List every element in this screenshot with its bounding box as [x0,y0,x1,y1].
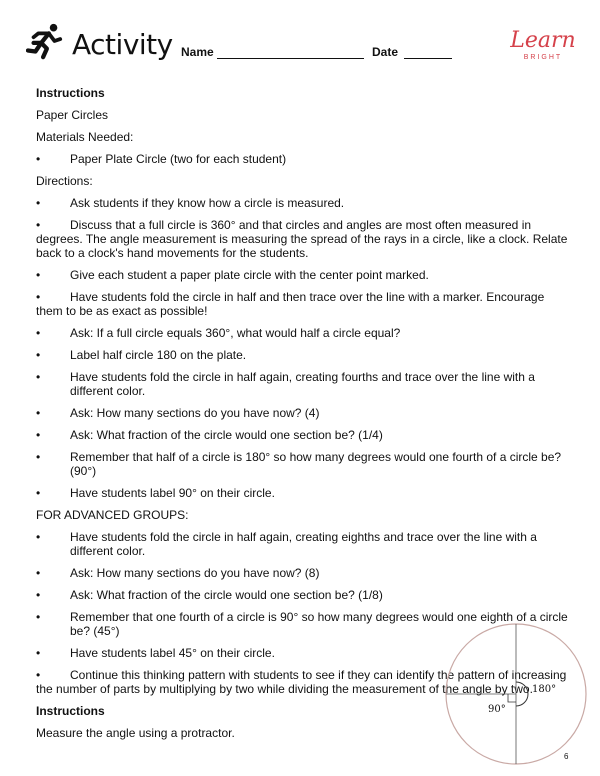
bullet: • [36,428,41,442]
name-label: Name [181,45,214,59]
bullet: • [36,152,41,166]
direction-item: • Have students fold the circle in half again, creating fourths and trace over the line with a different color. [36,370,535,398]
section-heading: Instructions [36,704,105,718]
direction-item: • Ask: What fraction of the circle would one section be? (1/4) [36,428,383,442]
direction-item: • Label half circle 180 on the plate. [36,348,247,362]
bullet: • [36,218,41,232]
logo-subtext: BRIGHT [523,54,563,61]
learn-bright-logo [506,26,580,66]
bullet: • [36,646,41,660]
direction-item: • Remember that half of a circle is 180° so how many degrees would one fourth of a circle be? (90°) [36,450,562,478]
bullet: • [36,530,41,544]
bullet: • [36,196,41,210]
bullet: • [36,588,41,602]
bullet: • [36,566,41,580]
bullet: • [36,486,41,500]
advanced-item: • Ask: How many sections do you have now? (8) [36,566,320,580]
materials-label: Materials Needed: [36,130,134,144]
bullet: • [36,348,41,362]
advanced-item: • Continue this thinking pattern with students to see if they can identify the pattern of increasing the number of parts by multiplying by two while dividing the measurement of the angle by two. [36,668,567,696]
advanced-item: • Remember that one fourth of a circle is 90° so how many degrees would one eighth of a circle be? (45°) [36,610,568,638]
label-90: 90° [488,704,506,715]
bullet: • [36,406,41,420]
page-title: Activity [72,28,173,61]
direction-item: • Ask students if they know how a circle is measured. [36,196,345,210]
page-header [0,0,600,80]
direction-item: • Give each student a paper plate circle with the center point marked. [36,268,429,282]
circle-angle-diagram [442,620,590,768]
direction-item: • Have students label 90° on their circle. [36,486,275,500]
running-person-icon [26,22,64,60]
label-180: 180° [532,684,557,695]
right-angle-marker [508,694,516,702]
bullet: • [36,668,41,682]
advanced-item: • Have students fold the circle in half again, creating eighths and trace over the line with a different color. [36,530,537,558]
arc-180-marker [516,682,528,706]
advanced-item: • Have students label 45° on their circle. [36,646,275,660]
direction-item: • Ask: How many sections do you have now? (4) [36,406,320,420]
activity-name: Paper Circles [36,108,109,122]
bullet: • [36,290,41,304]
advanced-item: • Ask: What fraction of the circle would one section be? (1/8) [36,588,383,602]
instruction-text: Measure the angle using a protractor. [36,726,235,740]
direction-item: • Ask: If a full circle equals 360°, what would half a circle equal? [36,326,401,340]
bullet: • [36,610,41,624]
directions-label: Directions: [36,174,93,188]
direction-item: • Have students fold the circle in half and then trace over the line with a marker. Encourage them to be as exact as possible! [36,290,545,318]
advanced-label: FOR ADVANCED GROUPS: [36,508,189,522]
bullet: • [36,370,41,384]
section-heading: Instructions [36,86,105,100]
direction-item: • Discuss that a full circle is 360° and that circles and angles are most often measured in degrees. The angle measurement is measuring the spread of the rays in a circle, like a clock. Relate back to a clock's hand movements for the students. [36,218,568,260]
date-label: Date [372,45,399,59]
page-number: 6 [564,752,569,761]
bullet: • [36,326,41,340]
date-field-line[interactable] [404,58,452,59]
materials-item: • Paper Plate Circle (two for each student) [36,152,287,166]
name-field-line[interactable] [217,58,364,59]
bullet: • [36,268,41,282]
bullet: • [36,450,41,464]
logo-text: Learn [510,28,576,53]
